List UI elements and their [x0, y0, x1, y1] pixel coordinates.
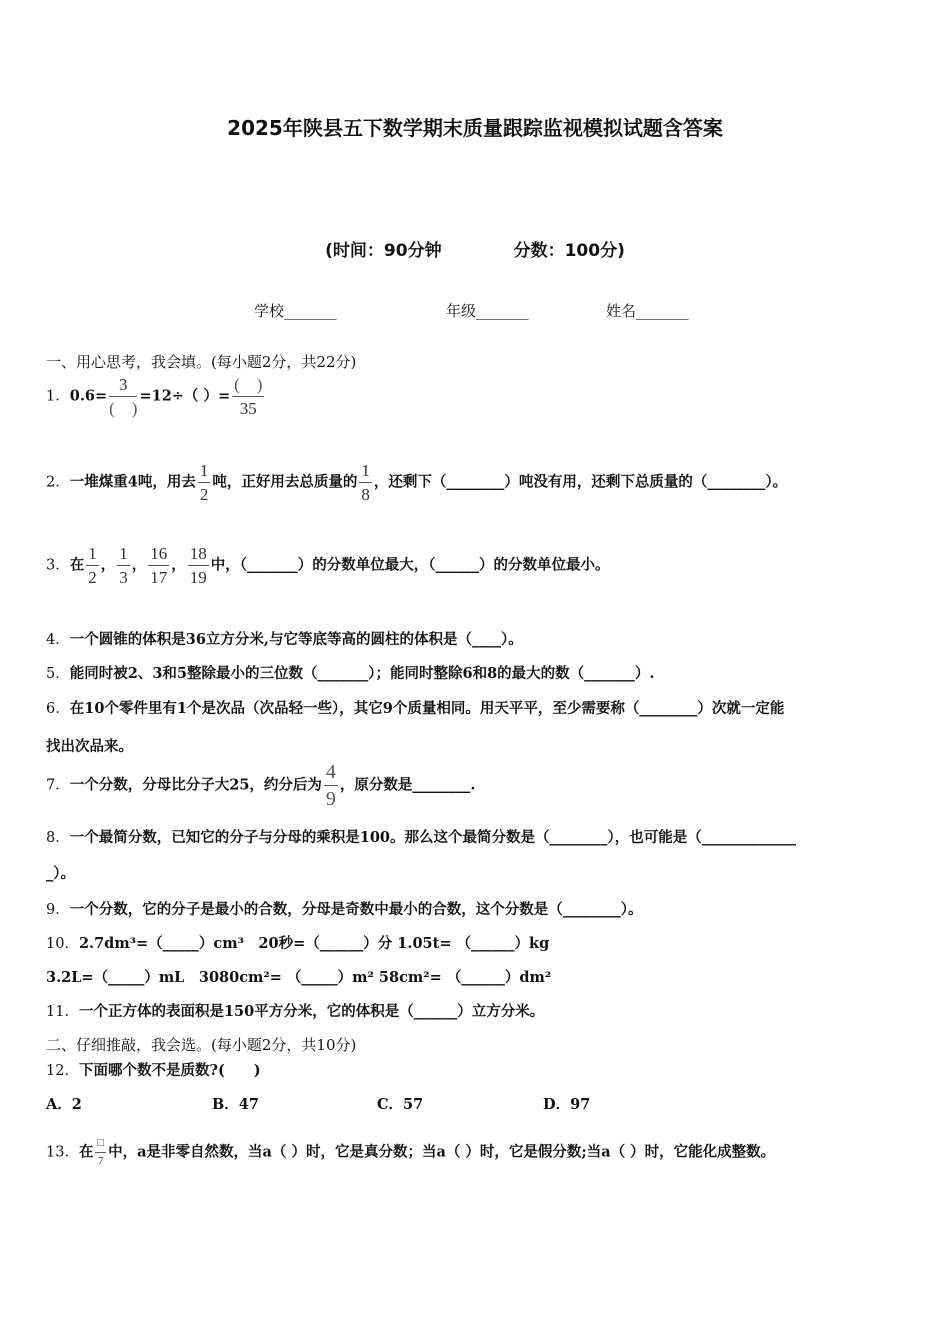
- question-6: [46, 697, 784, 718]
- question-7: [46, 762, 475, 809]
- fraction: [109, 376, 137, 417]
- denominator: ( ): [109, 399, 138, 418]
- time-limit: (时间：90分钟: [325, 241, 442, 261]
- question-8-continued: _）。: [46, 865, 75, 882]
- question-text: ，原分数是________.: [339, 776, 476, 794]
- question-8: [46, 826, 796, 847]
- fraction: [117, 545, 130, 586]
- numerator: □: [95, 1138, 106, 1153]
- question-text: 中，a是非零自然数，当a（ ）时，它是真分数；当a（ ）时，它是假分数;当a（ ）时，它能化成整数。: [108, 1143, 776, 1161]
- question-text: 吨，正好用去总质量的: [212, 473, 358, 491]
- question-12: [46, 1059, 261, 1080]
- question-10-continued: 3.2L=（_____）mL 3080cm²= （_____）m² 58cm²= （______）dm²: [46, 969, 552, 986]
- question-number: 2．: [46, 474, 70, 491]
- separator: ，: [171, 556, 186, 574]
- question-13: [46, 1138, 775, 1167]
- section-2-heading: 二、仔细推敲，我会选。(每小题2分，共10分): [46, 1036, 357, 1054]
- fraction: [324, 762, 338, 809]
- question-text: 一堆煤重4吨，用去: [69, 473, 196, 491]
- question-text: 一个圆锥的体积是36立方分米,与它等底等高的圆柱的体积是（____）。: [69, 631, 523, 648]
- denominator: 3: [119, 568, 128, 587]
- fraction: [359, 462, 372, 503]
- question-text: 2.7dm³=（_____）cm³ 20秒=（______）分 1.05t= （______）kg: [78, 935, 550, 952]
- denominator: 7: [98, 1155, 104, 1167]
- denominator: 2: [199, 485, 209, 504]
- separator: ，: [131, 556, 147, 574]
- question-2: [46, 462, 787, 503]
- numerator: 3: [109, 376, 137, 397]
- question-5: [46, 662, 654, 683]
- exam-subtitle: [0, 236, 950, 261]
- option-b[interactable]: B．47: [212, 1096, 259, 1113]
- option-c[interactable]: C．57: [377, 1096, 424, 1113]
- question-6-continued: 找出次品来。: [46, 738, 133, 755]
- question-text: 0.6=: [69, 387, 108, 405]
- denominator: 19: [189, 568, 207, 587]
- question-number: 7．: [46, 777, 70, 794]
- separator: ，: [100, 556, 116, 574]
- question-4: [46, 628, 523, 649]
- question-number: 11．: [46, 1004, 79, 1020]
- fraction: [232, 376, 264, 417]
- numerator: 18: [188, 545, 209, 566]
- numerator: ( ): [232, 376, 264, 397]
- question-text: 一个最简分数，已知它的分子与分母的乘积是100。那么这个最简分数是（________），也可能是（_____________: [69, 829, 796, 846]
- question-text: 在10个零件里有1个是次品（次品轻一些），其它9个质量相同。用天平平，至少需要称（________）次就一定能: [69, 700, 785, 717]
- question-text: 在: [69, 556, 85, 574]
- denominator: 17: [150, 568, 168, 587]
- denominator: 2: [88, 568, 97, 587]
- numerator: 1: [86, 545, 99, 566]
- question-10: [46, 932, 549, 953]
- fraction: [95, 1138, 106, 1167]
- total-score: 分数：100分): [513, 241, 625, 261]
- question-number: 10．: [46, 936, 79, 952]
- fraction: [148, 545, 169, 586]
- numerator: 1: [359, 462, 372, 483]
- grade-field: 年级_______: [446, 302, 529, 320]
- question-3: [46, 545, 609, 586]
- question-text: 一个分数，它的分子是最小的合数，分母是奇数中最小的合数，这个分数是（________）。: [69, 901, 643, 918]
- fraction: [188, 545, 209, 586]
- question-text: 下面哪个数不是质数?( ): [78, 1062, 261, 1079]
- question-text: 中，（_______）的分数单位最大，（______）的分数单位最小。: [210, 556, 610, 574]
- question-1: [46, 376, 266, 417]
- question-text: 在: [78, 1143, 94, 1161]
- numerator: 1: [198, 462, 211, 483]
- question-number: 8．: [46, 830, 70, 846]
- section-1-heading: 一、用心思考，我会填。(每小题2分，共22分): [46, 353, 357, 371]
- question-text: ，还剩下（________）吨没有用，还剩下总质量的（________）。: [373, 473, 788, 491]
- question-number: 6．: [46, 701, 70, 717]
- question-number: 12．: [46, 1063, 79, 1079]
- fraction: [86, 545, 99, 586]
- page-title: 2025年陕县五下数学期末质量跟踪监视模拟试题含答案: [227, 116, 723, 140]
- question-text: 能同时被2、3和5整除最小的三位数（_______）；能同时整除6和8的最大的数（_______）.: [69, 665, 655, 682]
- numerator: 16: [148, 545, 169, 566]
- name-field: 姓名_______: [606, 302, 689, 320]
- question-number: 3．: [46, 557, 70, 574]
- question-11: [46, 1000, 544, 1021]
- question-text: 一个分数，分母比分子大25，约分后为: [69, 776, 322, 794]
- denominator: 35: [239, 399, 257, 418]
- question-text: 一个正方体的表面积是150平方分米，它的体积是（______）立方分米。: [78, 1003, 545, 1020]
- option-a[interactable]: A．2: [46, 1096, 82, 1113]
- denominator: 8: [361, 485, 370, 504]
- question-9: [46, 898, 642, 919]
- question-number: 4．: [46, 632, 70, 648]
- question-number: 13．: [46, 1144, 79, 1161]
- question-number: 5．: [46, 666, 70, 682]
- school-field: 学校_______: [254, 302, 337, 320]
- question-number: 9．: [46, 902, 70, 918]
- denominator: 9: [325, 788, 336, 810]
- option-d[interactable]: D．97: [543, 1096, 591, 1113]
- numerator: 1: [117, 545, 130, 566]
- question-text: =12÷（ ）=: [139, 387, 231, 405]
- fraction: [198, 462, 211, 503]
- numerator: 4: [324, 762, 338, 786]
- question-number: 1．: [46, 388, 70, 405]
